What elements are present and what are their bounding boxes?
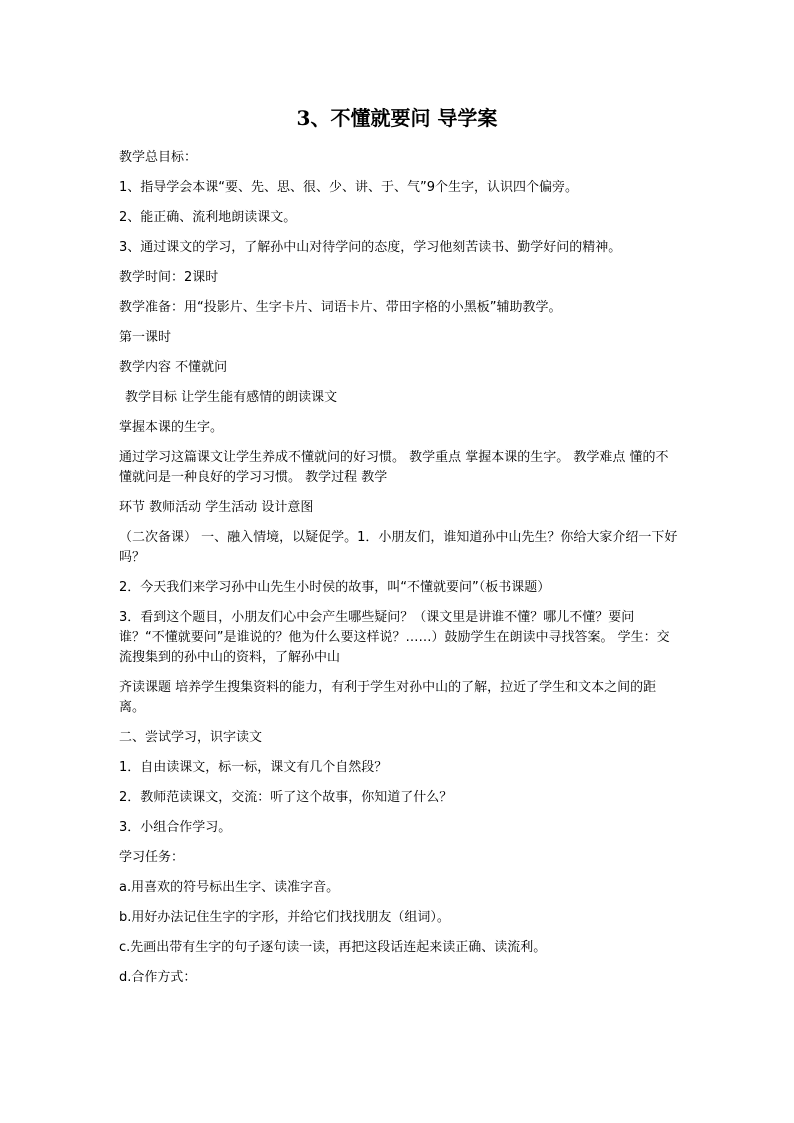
paragraph-tasks-heading: 学习任务：	[119, 850, 185, 865]
paragraph-section-2-item-2: 2．教师范读课文，交流：听了这个故事，你知道了什么？	[119, 790, 453, 805]
paragraph-goals-heading: 教学总目标：	[119, 150, 198, 165]
paragraph-read-title: 齐读课题 培养学生搜集资料的能力，有利于学生对孙中山的了解，拉近了学生和文本之间的距离。	[119, 680, 657, 715]
paragraph-teaching-prep: 教学准备：用“投影片、生字卡片、词语卡片、带田字格的小黑板”辅助教学。	[119, 300, 562, 315]
paragraph-goal-1: 1、指导学会本课“要、先、思、很、少、讲、于、气”9个生字，认识四个偏旁。	[119, 180, 579, 195]
paragraph-section-2-item-3: 3．小组合作学习。	[119, 820, 232, 835]
paragraph-task-b: b.用好办法记住生字的字形，并给它们找找朋友（组词）。	[119, 910, 450, 925]
paragraph-teaching-objective: 教学目标 让学生能有感情的朗读课文	[125, 390, 338, 405]
paragraph-section-2-heading: 二、尝试学习，识字读文	[119, 730, 263, 745]
paragraph-master-characters: 掌握本课的生字。	[119, 420, 224, 435]
paragraph-task-a: a.用喜欢的符号标出生字、读准字音。	[119, 880, 340, 895]
paragraph-step-1: （二次备课） 一、融入情境，以疑促学。1．小朋友们，谁知道孙中山先生？你给大家介绍一下好吗？	[119, 530, 678, 565]
paragraph-task-c: c.先画出带有生字的句子逐句读一读，再把这段话连起来读正确、读流利。	[119, 940, 547, 955]
document-title: 3、不懂就要问 导学案	[296, 106, 498, 130]
paragraph-teaching-time: 教学时间：2课时	[119, 270, 219, 285]
document-body	[119, 148, 679, 998]
paragraph-goal-2: 2、能正确、流利地朗读课文。	[119, 210, 297, 225]
paragraph-teaching-content: 教学内容 不懂就问	[119, 360, 228, 375]
paragraph-first-lesson: 第一课时	[119, 330, 172, 345]
paragraph-process-columns: 环节 教师活动 学生活动 设计意图	[119, 500, 314, 515]
paragraph-goal-3: 3、通过课文的学习，了解孙中山对待学问的态度，学习他刻苦读书、勤学好问的精神。	[119, 240, 622, 255]
paragraph-step-3: 3．看到这个题目，小朋友们心中会产生哪些疑问？（课文里是讲谁不懂？哪儿不懂？要问谁？“不懂就要问”是谁说的？他为什么要这样说？……）鼓励学生在朗读中寻找答案。 学生：交流搜集到的孙中山的资料，了解孙中山	[119, 610, 670, 665]
paragraph-task-d: d.合作方式：	[119, 970, 197, 985]
paragraph-key-points: 通过学习这篇课文让学生养成不懂就问的好习惯。 教学重点 掌握本课的生字。 教学难点 懂的不懂就问是一种良好的学习习惯。 教学过程 教学	[119, 450, 669, 485]
paragraph-section-2-item-1: 1．自由读课文，标一标，课文有几个自然段？	[119, 760, 388, 775]
paragraph-step-2: 2．今天我们来学习孙中山先生小时侯的故事，叫“不懂就要问”（板书课题）	[119, 580, 551, 595]
